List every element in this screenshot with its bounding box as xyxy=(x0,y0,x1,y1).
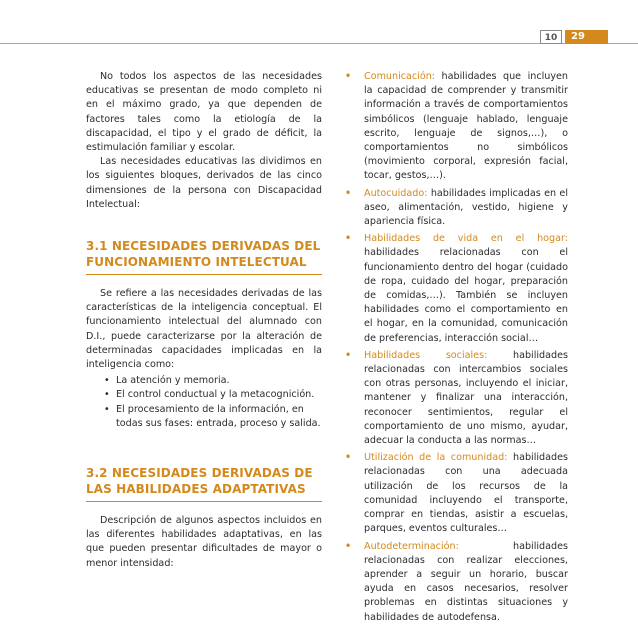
section-3-1-paragraph: Se refiere a las necesidades derivadas de las características de la inteligencia conceptual. El funcionamiento intelectual del alumnado con D.I., puede caracterizarse por la alteración de determinadas capacidades implicadas en la inteligencia como: xyxy=(86,288,322,371)
list-item: • Comunicación: habilidades que incluyen la capacidad de comprender y transmitir información a través de comportamientos simbólicos (lenguaje hablado, lenguaje escrito, lenguaje de signos,…), o comportamientos no simbólicos (movimiento corporal, expresión facial, tocar, gestos,…). xyxy=(345,71,568,182)
list-item: • Utilización de la comunidad: habilidades relacionadas con una adecuada utilización de los recursos de la comunidad incluyendo el transporte, comprar en tiendas, asistir a escuelas, parques, eventos culturales… xyxy=(345,452,568,535)
section-rule-3-2 xyxy=(86,501,322,502)
bullet-icon: • xyxy=(104,375,110,387)
section-heading-3-2: 3.2 NECESIDADES DERIVADAS DE LAS HABILIDADES ADAPTATIVAS xyxy=(86,466,313,497)
term-label: Autocuidado: xyxy=(364,187,428,199)
bullet-icon: • xyxy=(345,349,352,361)
list-item: • El control conductual y la metacognición. xyxy=(86,388,322,402)
bullet-icon: • xyxy=(345,540,352,552)
capacities-list xyxy=(86,374,322,431)
section-rule-3-1 xyxy=(86,274,322,275)
term-label: Habilidades de vida en el hogar: xyxy=(364,233,568,245)
intro-paragraph-1: No todos los aspectos de las necesidades educativas se presentan de modo completo ni en el máximo grado, ya que dependen de factores tales como la etiología de la discapacidad, el tipo y el grado de déficit, la estimulación familiar y escolar. xyxy=(86,71,322,154)
section-heading-3-1: 3.1 NECESIDADES DERIVADAS DEL FUNCIONAMIENTO INTELECTUAL xyxy=(86,239,321,270)
term-label: Utilización de la comunidad: xyxy=(364,452,508,464)
bullet-icon: • xyxy=(104,403,110,415)
list-item: • Habilidades sociales: habilidades relacionadas con intercambios sociales con otras personas, incluyendo el iniciar, mantener y finalizar una interacción, reconocer sentimientos, regular el comportamiento de uno mismo, ayudar, adecuar la conducta a las normas… xyxy=(345,349,568,447)
list-item: • Autodeterminación: habilidades relacionadas con realizar elecciones, aprender a seguir un horario, buscar ayuda en casos necesarios, resolver problemas en distintas situaciones y habilidades de autodefensa. xyxy=(345,540,568,623)
bullet-icon: • xyxy=(345,187,352,199)
intro-paragraph-2: Las necesidades educativas las dividimos en los siguientes bloques, derivados de las cinco dimensiones de la persona con Discapacidad Intelectual: xyxy=(86,156,322,210)
list-item: • El procesamiento de la información, en todas sus fases: entrada, proceso y salida. xyxy=(104,403,321,429)
term-label: Comunicación: xyxy=(364,71,436,82)
bullet-icon: • xyxy=(104,389,110,401)
section-3-2-paragraph: Descripción de algunos aspectos incluidos en las diferentes habilidades adaptativas, en las que pueden presentar dificultades de mayor o menor intensidad: xyxy=(86,515,322,569)
term-label: Autodeterminación: xyxy=(364,540,459,552)
bullet-icon: • xyxy=(345,71,352,82)
bullet-icon: • xyxy=(345,452,352,464)
page-number: 29 xyxy=(565,30,608,44)
list-item: • Autocuidado: habilidades implicadas en el aseo, alimentación, vestido, higiene y apariencia física. xyxy=(345,187,568,228)
list-item: • La atención y memoria. xyxy=(86,374,322,388)
book-icon: 10 xyxy=(540,30,562,44)
right-column xyxy=(345,70,568,628)
bullet-icon: • xyxy=(345,233,352,245)
list-item: • Habilidades de vida en el hogar: habilidades relacionadas con el funcionamiento dentro del hogar (cuidado de ropa, cuidado del hogar, preparación de comidas,…). También se incluyen habilidades como el comportamiento en el hogar, en la comunidad, comunicación de preferencias, interacción social… xyxy=(345,233,568,344)
left-column xyxy=(86,70,322,571)
term-label: Habilidades sociales: xyxy=(364,349,488,361)
